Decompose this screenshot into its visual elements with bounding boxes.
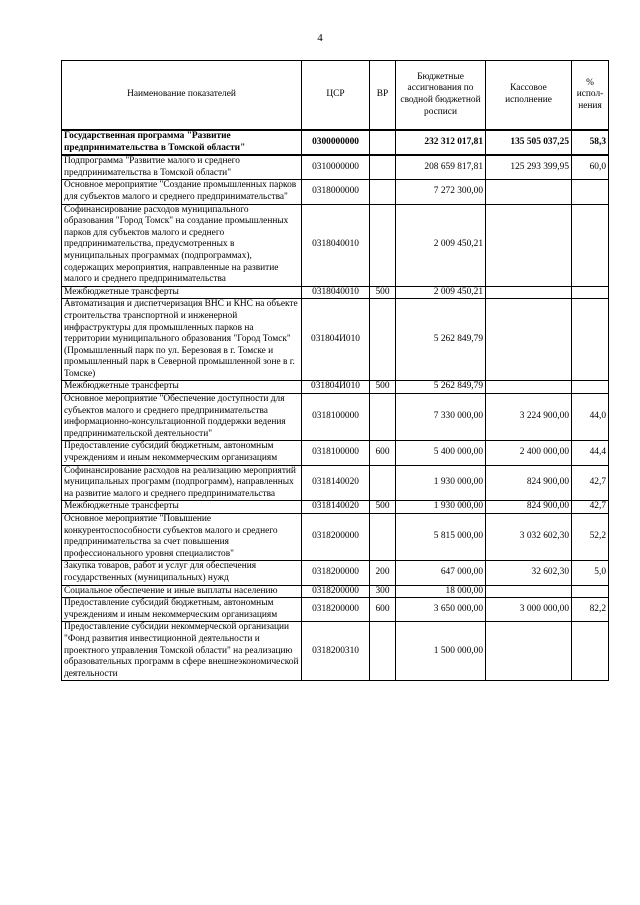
cell-name: Предоставление субсидии некоммерческой организации "Фонд развития инвестиционной деятельности и проектного управления Томской области" на реализацию образовательных программ в сфере внешнеэкономической деятельности (62, 622, 302, 681)
cell-name: Подпрограмма "Развитие малого и среднего предпринимательства в Томской области" (62, 155, 302, 180)
cell-pct (572, 180, 609, 204)
cell-pct: 82,2 (572, 598, 609, 622)
cell-csr: 0310000000 (302, 155, 370, 180)
cell-cash (486, 381, 572, 394)
cell-pct (572, 299, 609, 381)
cell-cash: 32 602,30 (486, 561, 572, 585)
table-row (62, 155, 609, 180)
cell-name: Социальное обеспечение и иные выплаты населению (62, 585, 302, 598)
cell-budget: 1 930 000,00 (396, 501, 486, 514)
cell-pct (572, 286, 609, 299)
cell-budget: 7 330 000,00 (396, 394, 486, 441)
cell-pct: 44,0 (572, 394, 609, 441)
cell-cash: 3 224 900,00 (486, 394, 572, 441)
header-budget: Бюджетные ассигнования по сводной бюджетной росписи (396, 61, 486, 131)
cell-vr (370, 155, 396, 180)
cell-budget: 3 650 000,00 (396, 598, 486, 622)
cell-pct (572, 622, 609, 681)
cell-vr (370, 299, 396, 381)
cell-budget: 2 009 450,21 (396, 286, 486, 299)
cell-name: Межбюджетные трансферты (62, 286, 302, 299)
cell-cash (486, 286, 572, 299)
cell-cash: 824 900,00 (486, 501, 572, 514)
cell-cash (486, 299, 572, 381)
table-row (62, 381, 609, 394)
cell-csr: 0318200000 (302, 598, 370, 622)
cell-csr: 0318100000 (302, 394, 370, 441)
header-cash: Кассовое исполнение (486, 61, 572, 131)
cell-name: Государственная программа "Развитие предпринимательства в Томской области" (62, 130, 302, 155)
cell-pct: 42,7 (572, 501, 609, 514)
cell-vr: 200 (370, 561, 396, 585)
cell-name: Межбюджетные трансферты (62, 381, 302, 394)
cell-csr: 0318040010 (302, 286, 370, 299)
cell-csr: 0318100000 (302, 441, 370, 465)
cell-name: Основное мероприятие "Повышение конкурентоспособности субъектов малого и среднего предпринимательства за счет повышения профессионального уровня специалистов" (62, 514, 302, 561)
cell-budget: 18 000,00 (396, 585, 486, 598)
cell-csr: 0318140020 (302, 501, 370, 514)
cell-budget: 5 815 000,00 (396, 514, 486, 561)
cell-csr: 0318200000 (302, 561, 370, 585)
table-row (62, 598, 609, 622)
table-row (62, 514, 609, 561)
cell-name: Предоставление субсидий бюджетным, автономным учреждениям и иным некоммерческим организациям (62, 598, 302, 622)
cell-name: Автоматизация и диспетчеризация ВНС и КНС на объекте строительства транспортной и инженерной инфраструктуры для промышленных парков на территории муниципального образования "Город Томск" (Промышленный парк по ул. Березовая в г. Томске и промышленный парк в Северной промышленной зоне в г. Томске) (62, 299, 302, 381)
page-number: 4 (317, 32, 323, 44)
cell-pct (572, 585, 609, 598)
cell-vr: 500 (370, 381, 396, 394)
cell-vr: 600 (370, 441, 396, 465)
cell-vr: 300 (370, 585, 396, 598)
table-row (62, 622, 609, 681)
table-row (62, 299, 609, 381)
cell-csr: 031804И010 (302, 299, 370, 381)
cell-cash: 2 400 000,00 (486, 441, 572, 465)
cell-vr (370, 622, 396, 681)
cell-csr: 031804И010 (302, 381, 370, 394)
cell-vr (370, 394, 396, 441)
cell-pct: 44,4 (572, 441, 609, 465)
table-row (62, 465, 609, 501)
cell-cash (486, 622, 572, 681)
cell-pct (572, 381, 609, 394)
cell-csr: 0300000000 (302, 130, 370, 155)
table-row (62, 501, 609, 514)
budget-execution-table (61, 60, 609, 681)
cell-name: Софинансирование расходов муниципального образования "Город Томск" на создание промышленных парков для субъектов малого и среднего предпринимательства, предусмотренных в муниципальных программах (подпрограммах), содержащих мероприятия, направленные на развитие малого и среднего предпринимательства (62, 204, 302, 286)
cell-cash: 3 000 000,00 (486, 598, 572, 622)
cell-csr: 0318200000 (302, 585, 370, 598)
cell-budget: 1 500 000,00 (396, 622, 486, 681)
table-row (62, 441, 609, 465)
cell-budget: 1 930 000,00 (396, 465, 486, 501)
header-csr: ЦСР (302, 61, 370, 131)
cell-vr (370, 130, 396, 155)
cell-budget: 7 272 300,00 (396, 180, 486, 204)
cell-budget: 2 009 450,21 (396, 204, 486, 286)
cell-pct: 60,0 (572, 155, 609, 180)
cell-csr: 0318140020 (302, 465, 370, 501)
cell-budget: 5 262 849,79 (396, 381, 486, 394)
cell-vr (370, 465, 396, 501)
cell-name: Основное мероприятие "Обеспечение доступности для субъектов малого и среднего предпринимательства информационно-консультационной поддержки ведения предпринимательской деятельности" (62, 394, 302, 441)
cell-pct: 42,7 (572, 465, 609, 501)
cell-budget: 647 000,00 (396, 561, 486, 585)
cell-pct: 5,0 (572, 561, 609, 585)
cell-name: Софинансирование расходов на реализацию мероприятий муниципальных программ (подпрограмм), направленных на развитие малого и среднего предпринимательства (62, 465, 302, 501)
cell-budget: 232 312 017,81 (396, 130, 486, 155)
table-row (62, 394, 609, 441)
cell-cash: 125 293 399,95 (486, 155, 572, 180)
table-row (62, 585, 609, 598)
cell-name: Закупка товаров, работ и услуг для обеспечения государственных (муниципальных) нужд (62, 561, 302, 585)
cell-name: Основное мероприятие "Создание промышленных парков для субъектов малого и среднего предпринимательства" (62, 180, 302, 204)
table-row (62, 286, 609, 299)
cell-cash (486, 204, 572, 286)
cell-csr: 0318200310 (302, 622, 370, 681)
header-pct: % испол-нения (572, 61, 609, 131)
cell-cash: 135 505 037,25 (486, 130, 572, 155)
cell-pct: 52,2 (572, 514, 609, 561)
cell-budget: 5 400 000,00 (396, 441, 486, 465)
cell-cash (486, 585, 572, 598)
header-name: Наименование показателей (62, 61, 302, 131)
cell-cash (486, 180, 572, 204)
cell-csr: 0318200000 (302, 514, 370, 561)
cell-name: Предоставление субсидий бюджетным, автономным учреждениям и иным некоммерческим организациям (62, 441, 302, 465)
cell-vr: 500 (370, 501, 396, 514)
cell-vr (370, 204, 396, 286)
cell-cash: 824 900,00 (486, 465, 572, 501)
cell-vr (370, 180, 396, 204)
table-row (62, 180, 609, 204)
cell-vr: 600 (370, 598, 396, 622)
table-row (62, 561, 609, 585)
cell-pct: 58,3 (572, 130, 609, 155)
header-vr: ВР (370, 61, 396, 131)
cell-vr: 500 (370, 286, 396, 299)
cell-csr: 0318040010 (302, 204, 370, 286)
table-header-row (62, 61, 609, 131)
cell-csr: 0318000000 (302, 180, 370, 204)
cell-budget: 208 659 817,81 (396, 155, 486, 180)
cell-budget: 5 262 849,79 (396, 299, 486, 381)
cell-vr (370, 514, 396, 561)
table-row (62, 204, 609, 286)
cell-name: Межбюджетные трансферты (62, 501, 302, 514)
cell-pct (572, 204, 609, 286)
table-row (62, 130, 609, 155)
cell-cash: 3 032 602,30 (486, 514, 572, 561)
